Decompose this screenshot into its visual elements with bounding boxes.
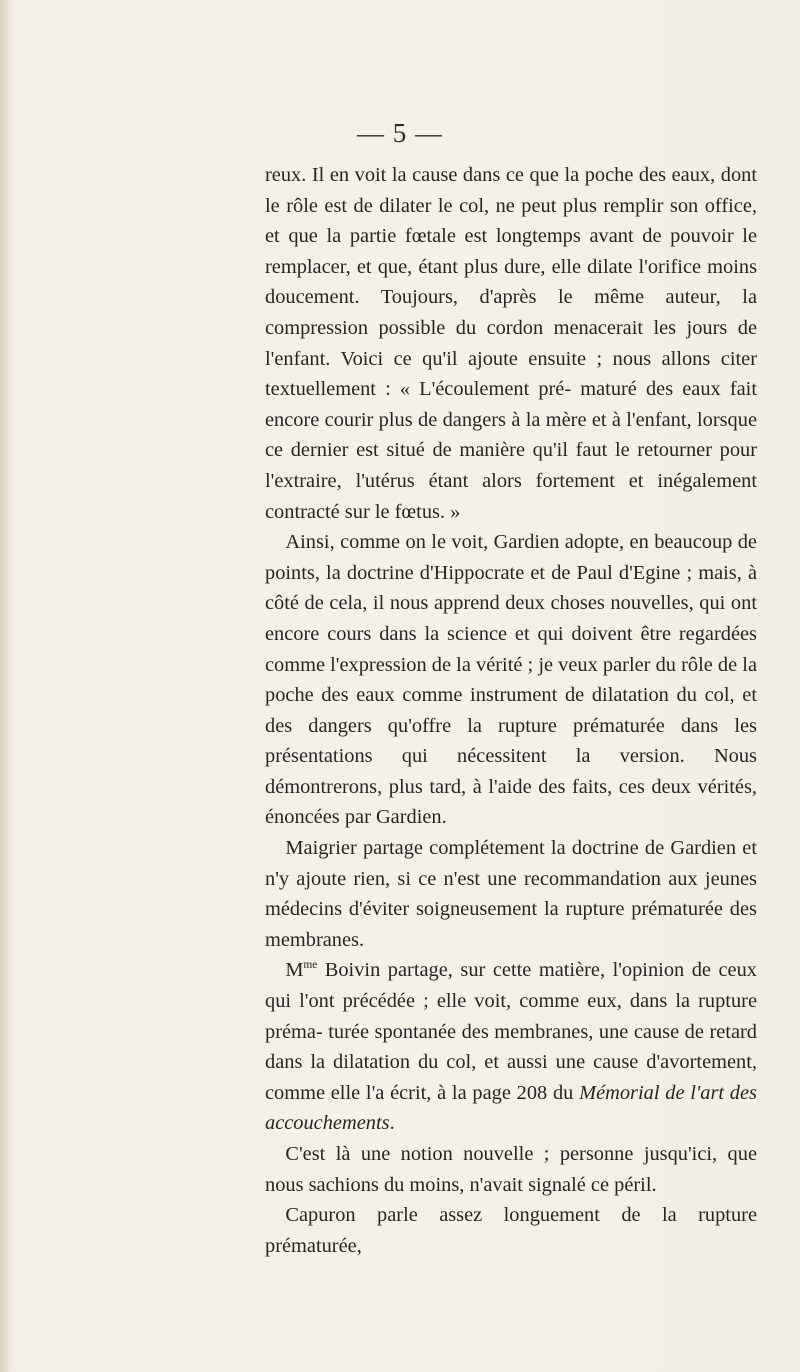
paragraph-4-text: Boivin partage, sur cette matière, l'opinion de ceux qui l'ont précédée ; elle voit, comme eux, dans la rupture préma- turée spontanée des membranes, une cause de retard dans la dilatation du col, et aussi une cause d'avortement, comme elle l'a écrit, à la page 208 du (265, 959, 757, 1104)
paragraph-3: Maigrier partage complétement la doctrine de Gardien et n'y ajoute rien, si ce n'est une recommandation aux jeunes médecins d'éviter soigneusement la rupture prématurée des membranes. (265, 837, 757, 951)
page-number: — 5 — (357, 118, 443, 148)
title-abbrev: M (285, 959, 304, 982)
body-text (265, 160, 757, 1261)
title-abbrev-sup: me (303, 959, 318, 972)
paragraph-4-suffix: . (389, 1112, 395, 1135)
page-binding-edge (0, 0, 10, 1372)
paragraph-1: reux. Il en voit la cause dans ce que la poche des eaux, dont le rôle est de dilater le col, ne peut plus remplir son office, et que la partie fœtale est longtemps avant de pouvoir le remplacer, et que, étant plus dure, elle dilate l'orifice moins doucement. Toujours, d'après le même auteur, la compression possible du cordon menacerait les jours de l'enfant. Voici ce qu'il ajoute ensuite ; nous allons citer textuellement : « L'écoulement pré- maturé des eaux fait encore courir plus de dangers à la mère et à l'enfant, lorsque ce dernier est situé de manière qu'il faut le retourner pour l'extraire, l'utérus étant alors fortement et inégalement contracté sur le fœtus. » (265, 164, 757, 523)
paragraph-2: Ainsi, comme on le voit, Gardien adopte, en beaucoup de points, la doctrine d'Hippocrate et de Paul d'Egine ; mais, à côté de cela, il nous apprend deux choses nouvelles, qui ont encore cours dans la science et qui doivent être regardées comme l'expression de la vérité ; je veux parler du rôle de la poche des eaux comme instrument de dilatation du col, et des dangers qu'offre la rupture prématurée dans les présentations qui nécessitent la version. Nous démontrerons, plus tard, à l'aide des faits, ces deux vérités, énoncées par Gardien. (265, 531, 757, 829)
paragraph-6: Capuron parle assez longuement de la rupture prématurée, (265, 1204, 757, 1257)
paragraph-4 (265, 955, 757, 1139)
paragraph-5: C'est là une notion nouvelle ; personne jusqu'ici, que nous sachions du moins, n'avait signalé ce péril. (265, 1143, 757, 1196)
book-title: Mémorial de l'art des accouchements (265, 1081, 757, 1135)
